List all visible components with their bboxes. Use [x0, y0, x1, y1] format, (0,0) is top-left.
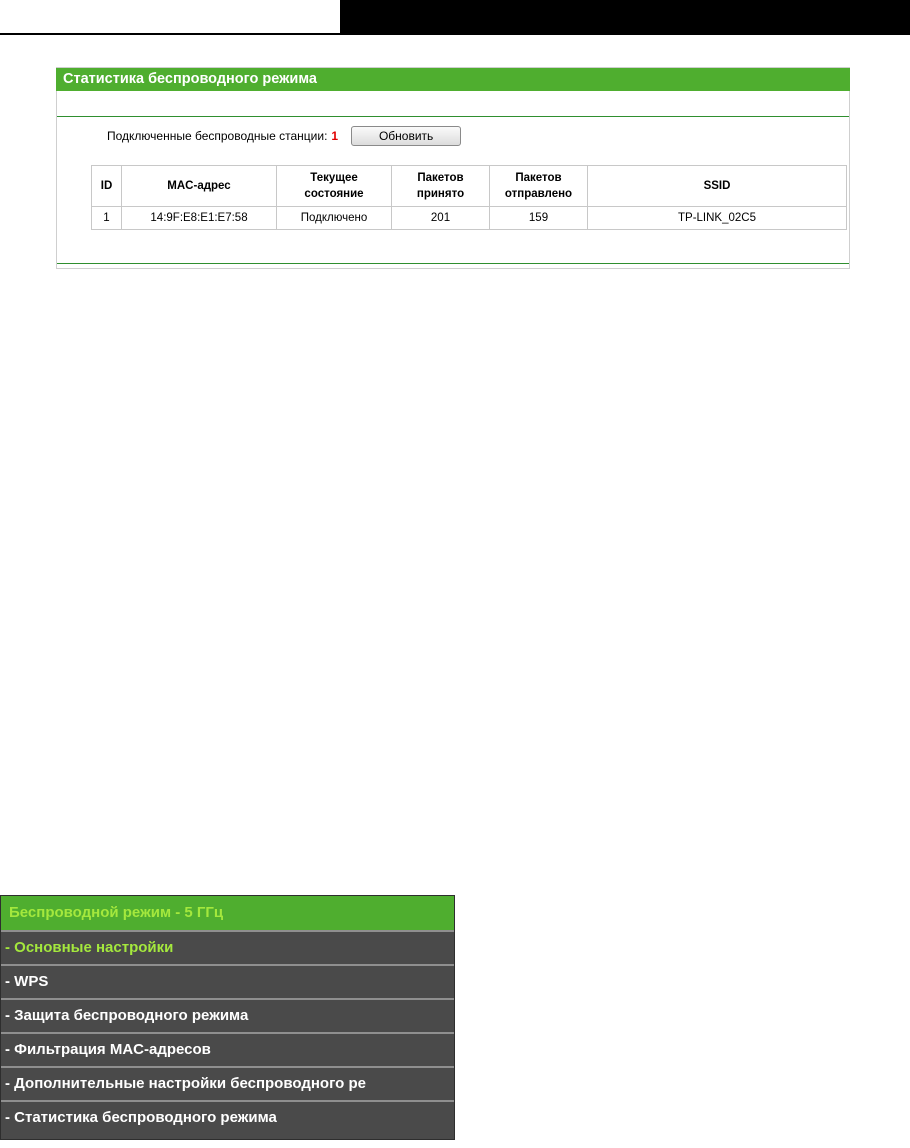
menu-header-wireless-5ghz[interactable]: Беспроводной режим - 5 ГГц: [1, 896, 454, 932]
menu-item-wps[interactable]: - WPS: [1, 966, 454, 1000]
table-row: [92, 207, 847, 230]
page-header-bar: [340, 0, 910, 35]
col-tx-line2: отправлено: [504, 188, 573, 200]
col-tx-line1: Пакетов: [515, 172, 562, 184]
cell-tx: 159: [490, 207, 588, 230]
col-state-line1: Текущее: [310, 172, 358, 184]
col-tx: [490, 166, 588, 207]
panel-divider-top: [57, 116, 849, 117]
col-state: [277, 166, 392, 207]
col-id: ID: [92, 166, 122, 207]
menu-item-mac-filtering[interactable]: - Фильтрация MAC-адресов: [1, 1034, 454, 1068]
col-state-line2: состояние: [304, 188, 364, 200]
menu-item-wireless-statistics[interactable]: - Статистика беспроводного режима: [5, 1109, 277, 1126]
col-rx-line1: Пакетов: [417, 172, 464, 184]
cell-mac: 14:9F:E8:E1:E7:58: [122, 207, 277, 230]
cell-id: 1: [92, 207, 122, 230]
col-mac: MAC-адрес: [122, 166, 277, 207]
panel-divider-bottom: [57, 263, 849, 264]
col-ssid: SSID: [588, 166, 847, 207]
refresh-button[interactable]: Обновить: [351, 126, 461, 146]
stations-label: Подключенные беспроводные станции:: [107, 129, 328, 143]
cell-state: Подключено: [277, 207, 392, 230]
cell-rx: 201: [392, 207, 490, 230]
connected-stations-row: [107, 125, 461, 147]
menu-item-basic-settings[interactable]: - Основные настройки: [1, 932, 454, 966]
cell-ssid: TP-LINK_02C5: [588, 207, 847, 230]
wireless-5ghz-menu: [0, 895, 455, 1140]
wireless-statistics-panel: [56, 67, 850, 269]
stations-table: [91, 165, 847, 230]
menu-item-wireless-security[interactable]: - Защита беспроводного режима: [1, 1000, 454, 1034]
col-rx: [392, 166, 490, 207]
stations-count: 1: [331, 129, 339, 143]
page-header-rule: [0, 33, 340, 35]
table-header-row: [92, 166, 847, 207]
menu-item-advanced-settings[interactable]: - Дополнительные настройки беспроводного ре: [1, 1068, 454, 1102]
panel-title: Статистика беспроводного режима: [56, 68, 850, 91]
col-rx-line2: принято: [416, 188, 465, 200]
